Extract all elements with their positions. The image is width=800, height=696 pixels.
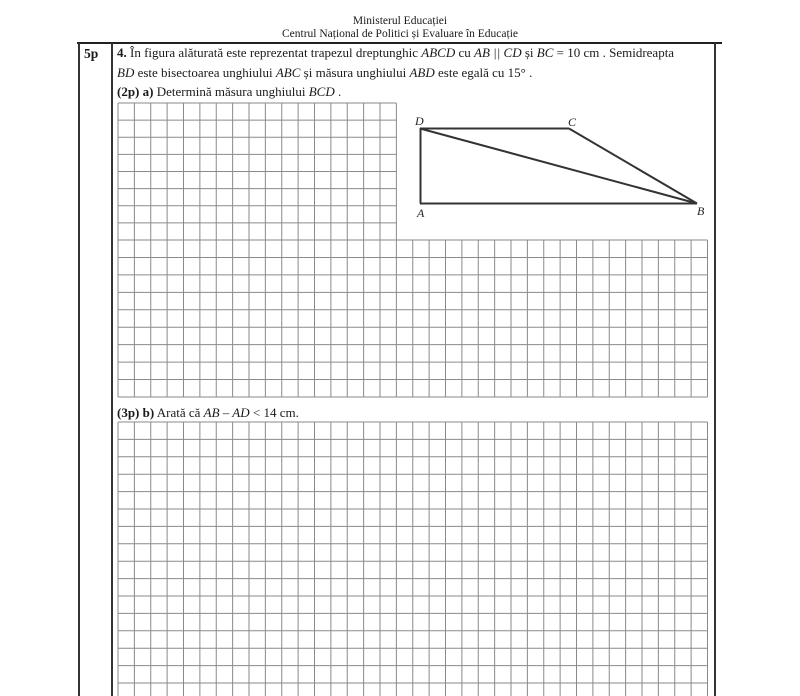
vertex-label-b: B — [697, 204, 705, 218]
problem-points: 5p — [84, 46, 99, 61]
problem-number: 4. — [117, 45, 127, 60]
math-abc: ABC — [275, 65, 301, 80]
header-ministry: Ministerul Educației — [352, 15, 448, 27]
math-bc: BC — [536, 45, 554, 60]
vertex-label-d: D — [415, 114, 424, 128]
statement-text: = 10 cm . Semidreapta — [553, 45, 675, 60]
part-b-end: < 14 cm. — [249, 405, 299, 420]
math-abd: ABD — [409, 65, 435, 80]
math-abcd: ABCD — [421, 45, 456, 60]
header-center: Centrul Național de Politici și Evaluare în Educație — [281, 28, 518, 40]
part-a-text: Determină măsura unghiului — [153, 84, 309, 99]
trapezoid-figure — [414, 114, 705, 220]
answer-grid-part-b[interactable] — [118, 422, 708, 696]
part-b-text: Arată că — [154, 405, 204, 420]
vertex-label-a: A — [417, 206, 425, 220]
statement-text: și măsura unghiului — [300, 65, 410, 80]
statement-text: În figura alăturată este reprezentat trapezul dreptunghic — [126, 45, 422, 60]
math-parallel: AB || CD — [474, 45, 522, 60]
segment-cb — [569, 129, 697, 204]
vertex-label-c: C — [568, 115, 577, 129]
part-a-points: (2p) — [117, 84, 140, 99]
part-b-points: (3p) — [117, 405, 140, 420]
answer-grid-part-a[interactable] — [118, 103, 708, 397]
statement-text: este bisectoarea unghiului — [134, 65, 276, 80]
math-ab-minus-ad: AB – AD — [203, 405, 250, 420]
statement-text: și — [521, 45, 537, 60]
statement-text: este egală cu 15° . — [434, 65, 533, 80]
part-b-letter: b) — [142, 405, 155, 420]
part-a-letter: a) — [142, 84, 154, 99]
statement-text: cu — [455, 45, 474, 60]
math-bd: BD — [117, 65, 135, 80]
part-a-end: . — [334, 84, 342, 99]
math-bcd: BCD — [308, 84, 335, 99]
segment-db — [420, 129, 697, 204]
